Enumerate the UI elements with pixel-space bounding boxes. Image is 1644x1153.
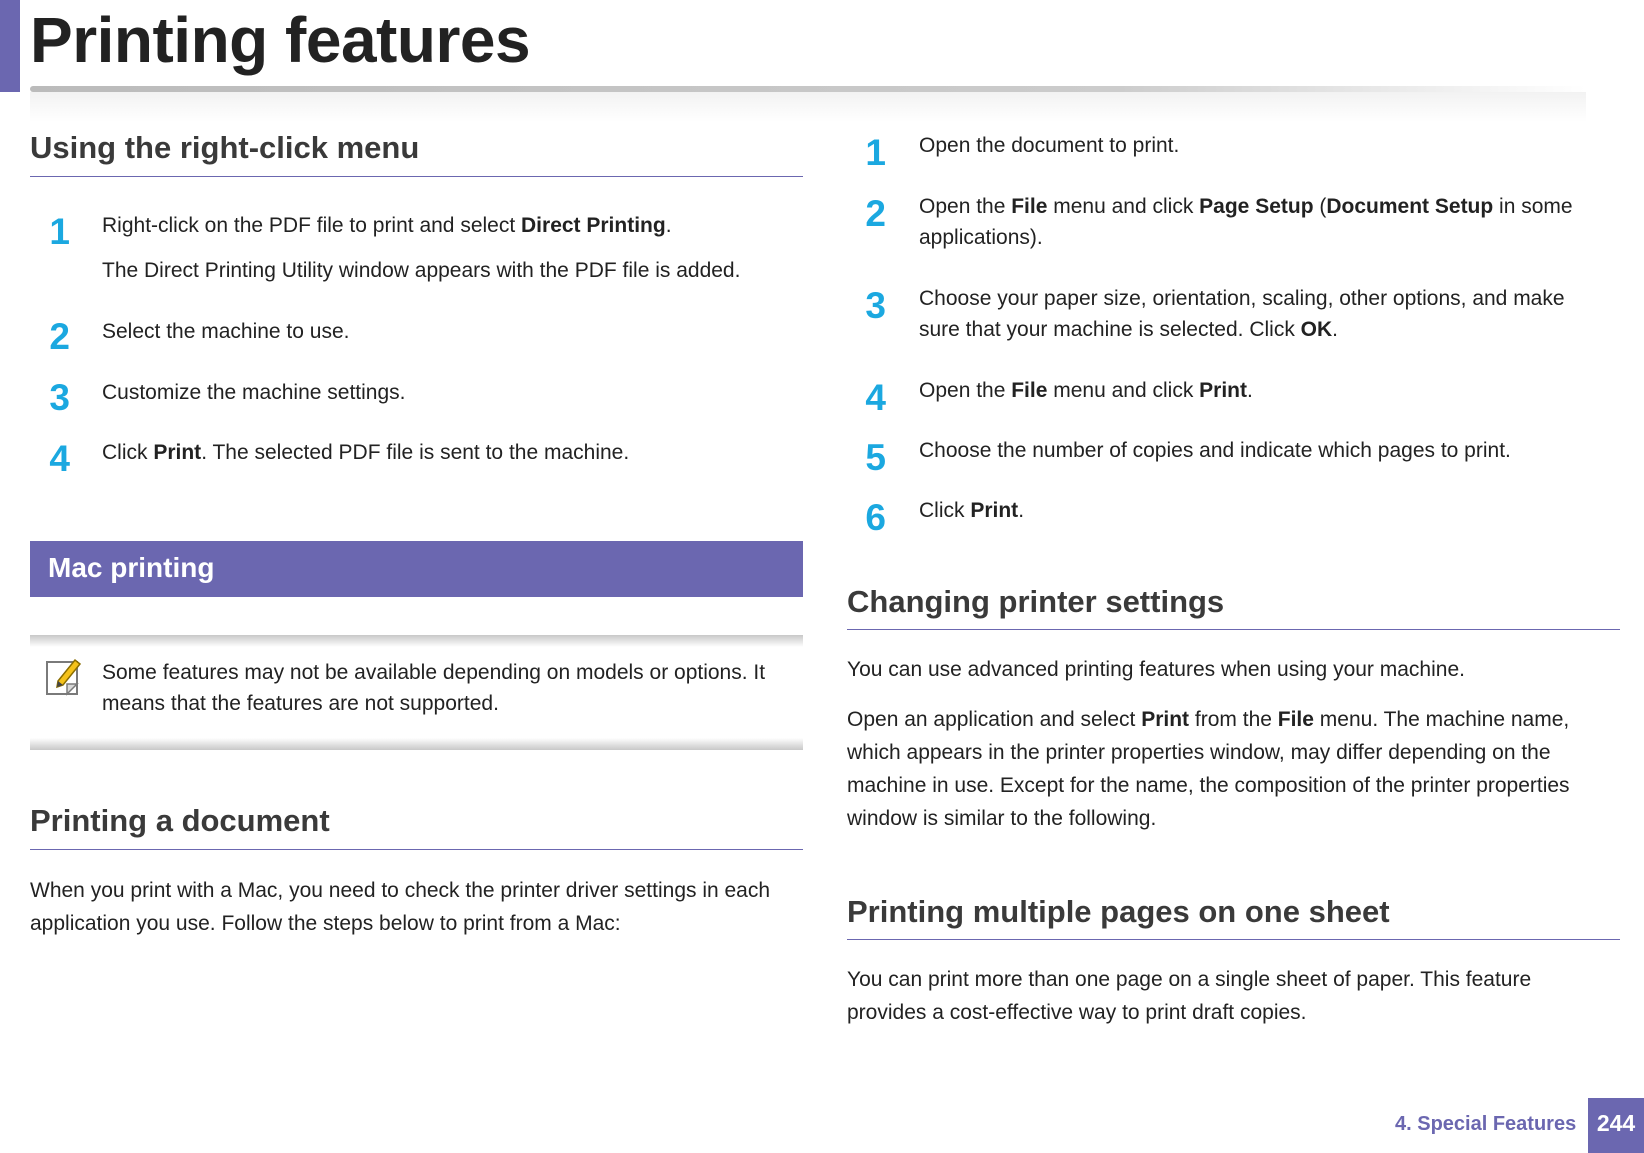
title-shadow	[30, 92, 1586, 122]
paragraph: You can print more than one page on a single sheet of paper. This feature provides a cost-effective way to print draft copies.	[847, 968, 1532, 1024]
step-text: Click Print. The selected PDF file is sent to the machine.	[102, 441, 630, 464]
note-text: Some features may not be available depending on models or options. It means that the features are not supported.	[102, 661, 766, 715]
page-title: Printing features	[30, 4, 531, 76]
step-text: Choose the number of copies and indicate which pages to print.	[919, 439, 1511, 462]
step-text: Select the machine to use.	[102, 320, 350, 343]
note-pencil-icon	[44, 654, 84, 698]
heading-rule	[847, 939, 1620, 940]
heading-changing-printer-settings: Changing printer settings	[847, 584, 1225, 619]
step-text: Open the document to print.	[919, 134, 1180, 157]
step-subtext: The Direct Printing Utility window appears with the PDF file is added.	[102, 259, 741, 282]
footer-chapter: 4. Special Features	[1395, 1113, 1577, 1135]
step-text: Choose your paper size, orientation, scaling, other options, and make sure that your machine is selected. Click OK.	[919, 287, 1565, 341]
step-text: Open the File menu and click Page Setup (Document Setup in some applications).	[919, 195, 1573, 249]
heading-rule	[30, 849, 803, 850]
step-number: 3	[49, 377, 70, 418]
section-title-mac-printing: Mac printing	[48, 552, 215, 583]
note-top-border	[30, 635, 803, 647]
step-number: 6	[865, 497, 886, 538]
step-text: Click Print.	[919, 499, 1025, 522]
step-number: 4	[49, 438, 70, 479]
step-number: 1	[49, 211, 70, 252]
step-number: 1	[865, 132, 886, 173]
step-number: 3	[865, 285, 886, 326]
step-number: 5	[865, 437, 886, 478]
step-number: 2	[865, 193, 886, 234]
step-text: Open the File menu and click Print.	[919, 379, 1253, 402]
step-number: 2	[49, 316, 70, 357]
paragraph: You can use advanced printing features when using your machine.	[847, 658, 1465, 681]
heading-rule	[847, 629, 1620, 630]
page-number: 244	[1588, 1098, 1644, 1153]
step-text: Customize the machine settings.	[102, 381, 406, 404]
heading-printing-document: Printing a document	[30, 803, 330, 838]
paragraph: When you print with a Mac, you need to check the printer driver settings in each application you use. Follow the steps below to print from a Mac:	[30, 879, 771, 935]
note-bottom-border	[30, 738, 803, 750]
header-accent-bar	[0, 0, 20, 92]
heading-right-click-menu: Using the right-click menu	[30, 130, 420, 165]
paragraph: Open an application and select Print from the File menu. The machine name, which appears in the printer properties window, may differ depending on the machine in use. Except for the name, the composition of the printer properties window is similar to the following.	[847, 708, 1570, 830]
heading-rule	[30, 176, 803, 177]
step-number: 4	[865, 377, 886, 418]
heading-printing-multiple-pages: Printing multiple pages on one sheet	[847, 894, 1390, 929]
step-text: Right-click on the PDF file to print and select Direct Printing.	[102, 214, 672, 237]
